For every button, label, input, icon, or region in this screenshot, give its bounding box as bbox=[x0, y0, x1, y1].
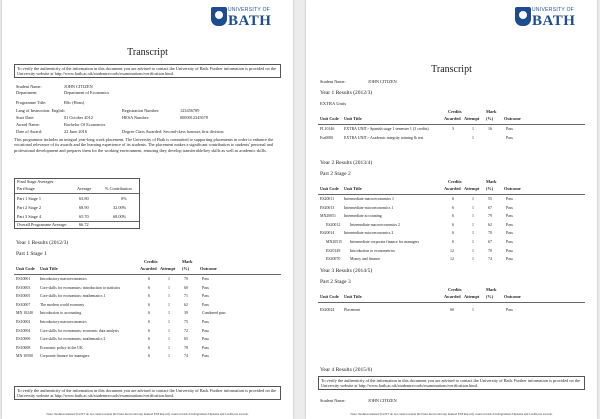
outcome: Pass bbox=[506, 248, 513, 253]
outcome: Pass bbox=[506, 222, 513, 227]
mark: 16 bbox=[488, 127, 492, 131]
mark: 65 bbox=[184, 337, 188, 342]
mark: 70 bbox=[488, 231, 492, 236]
results-table-header bbox=[318, 287, 585, 301]
unit-code: ES10004 bbox=[16, 328, 31, 333]
award-name-label: Award Name: bbox=[16, 122, 40, 127]
hdr-awarded: Awarded bbox=[444, 294, 461, 299]
hdr-awarded: Awarded bbox=[444, 186, 461, 191]
stage-averages-table bbox=[14, 178, 140, 229]
page-footer-note: Note: modules marked SCOTT do not count towards the Final Award and any marked EXTRA only count towards Undergraduate Diploma and Certificate awards. bbox=[46, 412, 249, 416]
table-row bbox=[318, 204, 585, 213]
unit-title: EXTRA UNIT:- Spanish stage 1 semester 1 (3 credits) bbox=[344, 127, 429, 131]
programme: BSc (Hons) bbox=[64, 100, 85, 105]
part-heading: Part 2 Stage 2 bbox=[320, 171, 351, 177]
credits: 6 bbox=[148, 337, 150, 342]
stage-average: 63.80 bbox=[79, 195, 89, 201]
transcript-page-2 bbox=[306, 0, 597, 419]
hdr-pct: (%) bbox=[486, 294, 494, 299]
unit-code: MN20051 bbox=[320, 214, 336, 219]
table-row bbox=[14, 344, 281, 353]
attempt: 1 bbox=[472, 231, 474, 236]
outcome: Pass bbox=[202, 302, 209, 307]
hdr-credits: Credits bbox=[448, 287, 462, 292]
table-row bbox=[318, 238, 585, 247]
attempt: 1 bbox=[472, 205, 474, 210]
mark: 79 bbox=[488, 214, 492, 219]
unit-title: Intermediate macroeconomics 1 bbox=[344, 197, 394, 201]
stage-part: Part 2 Stage 2 bbox=[17, 204, 41, 210]
table-row bbox=[14, 301, 281, 310]
unit-title: Intermediate corporate finance for managers bbox=[350, 239, 420, 244]
student-name-label: Student Name: bbox=[320, 398, 346, 403]
crest-icon bbox=[515, 7, 531, 26]
hdr-unit-title: Unit Title bbox=[344, 186, 362, 191]
unit-title: Intermediate microeconomics 1 bbox=[344, 205, 394, 210]
extra-units-heading: EXTRA Units bbox=[320, 101, 347, 106]
unit-title: Core skills for economists: mathematics 2 bbox=[40, 337, 106, 342]
table-row bbox=[318, 134, 585, 143]
date-of-award: 22 June 2016 bbox=[64, 129, 87, 134]
verification-notice: To verify the authenticity of the information in this document you are advised to contact the University of Bath. Further information is provided on the University website at http://www.bath.ac.uk/studentrecords/examinations/verification.html. bbox=[14, 64, 281, 78]
attempt: 1 bbox=[472, 197, 474, 201]
transcript-page-1 bbox=[2, 0, 293, 419]
credits: 6 bbox=[148, 277, 150, 281]
hdr-outcome: Outcome bbox=[504, 116, 521, 121]
programme-description: This programme includes an integral year-long work placement. The University of Bath is committed to supporting placements in order to enhance the vocational relevance of its awards and the learning experience of its students. The placement makes a significant contribution to students' personal and professional development and prepares them for the working environment, ensuring they develop transferable/key skills as well as academic skills. bbox=[14, 137, 274, 153]
attempt: 1 bbox=[168, 354, 170, 359]
hdr-attempt: Attempt bbox=[464, 186, 480, 191]
hdr-credits: Credits bbox=[448, 109, 462, 114]
outcome: Pass bbox=[506, 135, 513, 140]
hdr-outcome: Outcome bbox=[504, 294, 521, 299]
table-row bbox=[14, 352, 281, 361]
credits: 3 bbox=[452, 127, 454, 131]
programme-label: Programme Title: bbox=[16, 100, 47, 105]
unit-code: MN 10500 bbox=[16, 354, 33, 359]
attempt: 1 bbox=[472, 257, 474, 262]
unit-code: Ess0000 bbox=[320, 135, 334, 140]
credits: 6 bbox=[452, 231, 454, 236]
attempt: 1 bbox=[472, 135, 474, 140]
hdr-outcome: Outcome bbox=[504, 186, 521, 191]
overall-average: 66.72 bbox=[79, 221, 89, 227]
table-row bbox=[318, 195, 585, 204]
year-heading: Year 3 Results (2014/5) bbox=[320, 268, 373, 274]
outcome: Pass bbox=[506, 197, 513, 201]
logo-line-1: UNIVERSITY OF bbox=[532, 7, 575, 13]
hdr-unit-title: Unit Title bbox=[40, 266, 58, 271]
attempt: 1 bbox=[472, 239, 474, 244]
unit-code: ES10008 bbox=[16, 345, 31, 350]
results-table bbox=[14, 275, 281, 361]
credits: 6 bbox=[452, 239, 454, 244]
mark: 67 bbox=[488, 239, 492, 244]
attempt: 1 bbox=[168, 311, 170, 316]
outcome: Pass bbox=[202, 294, 209, 299]
table-row bbox=[14, 318, 281, 327]
credits: 12 bbox=[450, 257, 454, 262]
mark: 67 bbox=[488, 205, 492, 210]
col-average: Average bbox=[77, 185, 92, 191]
hdr-pct: (%) bbox=[486, 186, 494, 191]
attempt: 1 bbox=[168, 302, 170, 307]
year-heading: Year 2 Results (2013/4) bbox=[320, 160, 373, 166]
credits: 6 bbox=[148, 311, 150, 316]
unit-code: ES20011 bbox=[320, 197, 335, 201]
start-date-label: Start Date: bbox=[16, 115, 35, 120]
table-row bbox=[14, 292, 281, 301]
table-row bbox=[14, 327, 281, 336]
start-date: 01 October 2012 bbox=[64, 115, 93, 120]
hdr-pct: (%) bbox=[486, 116, 494, 121]
unit-title: The modern world economy bbox=[40, 302, 85, 307]
mark: 62 bbox=[488, 222, 492, 227]
hdr-unit-code: Unit Code bbox=[320, 116, 339, 121]
mark: 60 bbox=[184, 285, 188, 290]
mark: 70 bbox=[488, 248, 492, 253]
verification-notice-bottom: To verify the authenticity of the information in this document you are advised to contact the University of Bath. Further information is provided on the University website at http://www.bath.ac.uk/studentrecords/examinations/verification.html. bbox=[318, 376, 585, 390]
unit-code: ES10006 bbox=[16, 337, 31, 342]
mark: 55 bbox=[488, 197, 492, 201]
table-row bbox=[14, 284, 281, 293]
student-name: JOHN CITIZEN bbox=[64, 84, 93, 89]
outcome: Pass bbox=[506, 231, 513, 236]
table-row bbox=[318, 212, 585, 221]
outcome: Condoned pass bbox=[202, 311, 226, 316]
page-footer-note: Note: modules marked SCOTT do not count towards the Final Award and any marked EXTRA only count towards Undergraduate Diploma and Certificate awards. bbox=[350, 412, 553, 416]
stage-part: Part 1 Stage 1 bbox=[17, 195, 41, 201]
extra-units-table bbox=[318, 125, 585, 142]
unit-title: Core skills for economists: economic data analysis bbox=[40, 328, 119, 333]
attempt: 1 bbox=[472, 308, 474, 312]
table-row bbox=[318, 221, 585, 230]
logo-line-1: UNIVERSITY OF bbox=[228, 7, 271, 13]
hdr-outcome: Outcome bbox=[200, 266, 217, 271]
registration-label: Registration Number: bbox=[122, 108, 160, 113]
university-logo bbox=[211, 4, 283, 34]
crest-icon bbox=[211, 7, 227, 26]
table-row bbox=[318, 306, 585, 315]
outcome: Pass bbox=[202, 354, 209, 359]
hdr-unit-title: Unit Title bbox=[344, 294, 362, 299]
mark: 75 bbox=[184, 319, 188, 324]
unit-code: ES20149 bbox=[326, 248, 341, 253]
unit-title: Economic policy in the UK bbox=[40, 345, 83, 350]
outcome: Pass bbox=[506, 214, 513, 219]
credits: 6 bbox=[148, 345, 150, 350]
hdr-credits: Credits bbox=[448, 179, 462, 184]
stage-averages-heading: Final Stage Averages: bbox=[17, 179, 55, 184]
outcome: Pass bbox=[202, 337, 209, 342]
part-heading: Part 1 Stage 1 bbox=[16, 251, 47, 257]
mark: 71 bbox=[184, 294, 188, 299]
unit-code: ES10002 bbox=[16, 319, 31, 324]
hdr-unit-code: Unit Code bbox=[320, 294, 339, 299]
table-row bbox=[318, 125, 585, 134]
unit-code: ES20024 bbox=[320, 308, 335, 312]
hdr-mark: Mark bbox=[486, 287, 497, 292]
mark: 70 bbox=[184, 277, 188, 281]
university-logo bbox=[515, 4, 587, 34]
mark: 39 bbox=[184, 311, 188, 316]
attempt: 1 bbox=[168, 345, 170, 350]
mark: 78 bbox=[184, 345, 188, 350]
hdr-unit-code: Unit Code bbox=[320, 186, 339, 191]
attempt: 1 bbox=[168, 337, 170, 342]
table-row bbox=[14, 335, 281, 344]
hdr-attempt: Attempt bbox=[464, 116, 480, 121]
hdr-unit-title: Unit Title bbox=[344, 116, 362, 121]
unit-code: ES10003 bbox=[16, 285, 31, 290]
attempt: 1 bbox=[168, 285, 170, 290]
unit-title: Intermediate accounting bbox=[344, 214, 382, 219]
table-row bbox=[14, 275, 281, 284]
outcome: Pass bbox=[506, 205, 513, 210]
mark: 74 bbox=[488, 257, 492, 262]
department-label: Department: bbox=[16, 90, 38, 95]
part3-results-table bbox=[318, 306, 585, 315]
unit-code: MN 10240 bbox=[16, 311, 33, 316]
unit-code: ES10007 bbox=[16, 302, 31, 307]
credits: 12 bbox=[450, 248, 454, 253]
col-contribution: % Contribution bbox=[105, 185, 132, 191]
table-row bbox=[318, 255, 585, 264]
table-row bbox=[318, 247, 585, 256]
header-divider bbox=[318, 302, 585, 303]
stage-contribution: 32.00% bbox=[113, 204, 127, 210]
stage-contribution: 0% bbox=[121, 195, 127, 201]
verification-notice-bottom: To verify the authenticity of the information in this document you are advised to contact the University of Bath. Further information is provided on the University website at http://www.bath.ac.uk/studentrecords/examinations/verification.html. bbox=[14, 386, 281, 400]
credits: 6 bbox=[148, 319, 150, 324]
outcome: Pass bbox=[202, 328, 209, 333]
year-heading: Year 1 Results (2012/3) bbox=[16, 240, 69, 246]
mark: 62 bbox=[184, 302, 188, 307]
outcome: Pass bbox=[506, 239, 513, 244]
outcome: Pass bbox=[202, 345, 209, 350]
award-name: Bachelor Of Economics bbox=[64, 122, 106, 127]
credits: 6 bbox=[148, 354, 150, 359]
outcome: Pass bbox=[202, 285, 209, 290]
attempt: 1 bbox=[472, 222, 474, 227]
year-heading: Year 4 Results (2015/6) bbox=[320, 367, 373, 373]
unit-code: ES20070 bbox=[326, 257, 341, 262]
hdr-unit-code: Unit Code bbox=[16, 266, 35, 271]
hdr-mark: Mark bbox=[486, 109, 497, 114]
page-title: Transcript bbox=[127, 47, 168, 58]
unit-code: ES20012 bbox=[326, 222, 341, 227]
page-title: Transcript bbox=[431, 64, 472, 75]
language-of-instruction: Lang of Instruction: English bbox=[16, 108, 65, 113]
student-name: JOHN CITIZEN bbox=[368, 398, 397, 403]
unit-title: Introduction to econometrics bbox=[350, 248, 395, 253]
overall-average-label: Overall Programme Average: bbox=[17, 221, 68, 227]
part2-results-table bbox=[318, 195, 585, 264]
outcome: Pass bbox=[506, 308, 513, 312]
unit-title: EXTRA UNIT:- Academic integrity training & test bbox=[344, 135, 424, 140]
hdr-awarded: Awarded bbox=[444, 116, 461, 121]
unit-code: FL10146 bbox=[320, 127, 335, 131]
date-of-award-label: Date of Award: bbox=[16, 129, 43, 134]
logo-line-2: BATH bbox=[532, 13, 576, 29]
logo-line-2: BATH bbox=[228, 13, 272, 29]
part-heading: Part 2 Stage 3 bbox=[320, 279, 351, 285]
outcome: Pass bbox=[202, 319, 209, 324]
unit-title: Corporate finance for managers bbox=[40, 354, 90, 359]
attempt: 1 bbox=[168, 319, 170, 324]
hesa-number: 0000012345678 bbox=[180, 115, 208, 120]
mark: 72 bbox=[184, 328, 188, 333]
table-row bbox=[318, 229, 585, 238]
attempt: 1 bbox=[168, 328, 170, 333]
results-table-header bbox=[318, 179, 585, 193]
unit-title: Introductory macroeconomics bbox=[40, 319, 87, 324]
mark: 74 bbox=[184, 354, 188, 359]
credits: 6 bbox=[148, 328, 150, 333]
attempt: 1 bbox=[168, 294, 170, 299]
outcome: Pass bbox=[506, 257, 513, 262]
hdr-pct: (%) bbox=[182, 266, 190, 271]
registration-number: 123456789 bbox=[180, 108, 200, 113]
hdr-awarded: Awarded bbox=[140, 266, 157, 271]
department: Department of Economics bbox=[64, 90, 110, 95]
stage-average: 65.70 bbox=[79, 213, 89, 219]
credits: 6 bbox=[452, 205, 454, 210]
hdr-attempt: Attempt bbox=[160, 266, 176, 271]
hesa-label: HESA Number: bbox=[122, 115, 150, 120]
hdr-mark: Mark bbox=[182, 259, 193, 264]
hdr-attempt: Attempt bbox=[464, 294, 480, 299]
unit-code: ES10001 bbox=[16, 277, 31, 281]
unit-title: Money and finance bbox=[350, 257, 381, 262]
credits: 6 bbox=[452, 214, 454, 219]
results-table-header bbox=[14, 259, 281, 273]
attempt: 1 bbox=[472, 127, 474, 131]
credits: 6 bbox=[148, 285, 150, 290]
student-name-label: Student Name: bbox=[16, 84, 42, 89]
credits: 6 bbox=[148, 302, 150, 307]
stage-part: Part 3 Stage 4 bbox=[17, 213, 41, 219]
attempt: 1 bbox=[472, 214, 474, 219]
table-row bbox=[14, 309, 281, 318]
student-name-label: Student Name: bbox=[320, 79, 346, 84]
credits: 6 bbox=[452, 197, 454, 201]
unit-code: ES10005 bbox=[16, 294, 31, 299]
outcome: Pass bbox=[202, 277, 209, 281]
hdr-mark: Mark bbox=[486, 179, 497, 184]
unit-code: MN20515 bbox=[326, 239, 342, 244]
attempt: 1 bbox=[472, 248, 474, 253]
unit-code: ES20014 bbox=[320, 231, 335, 236]
stage-contribution: 68.00% bbox=[113, 213, 127, 219]
credits: 6 bbox=[452, 222, 454, 227]
credits: 6 bbox=[148, 294, 150, 299]
hdr-credits: Credits bbox=[144, 259, 158, 264]
unit-title: Introduction to accounting bbox=[40, 311, 82, 316]
stage-average: 68.90 bbox=[79, 204, 89, 210]
year-heading: Year 1 Results (2012/3) bbox=[320, 90, 373, 96]
unit-title: Core skills for economists: introduction to statistics bbox=[40, 285, 121, 290]
unit-title: Intermediate microeconomics 2 bbox=[344, 231, 394, 236]
unit-title: Placement bbox=[344, 308, 361, 312]
unit-code: ES20013 bbox=[320, 205, 335, 210]
unit-title: Introductory macroeconomics bbox=[40, 277, 87, 281]
degree-class: Degree Class Awarded: Second-class honours first division bbox=[122, 129, 224, 134]
attempt: 1 bbox=[168, 277, 170, 281]
col-part-stage: Part/Stage bbox=[17, 185, 35, 191]
unit-title: Core skills for economists: mathematics 1 bbox=[40, 294, 106, 299]
unit-title: Intermediate macroeconomics 2 bbox=[350, 222, 400, 227]
student-name: JOHN CITIZEN bbox=[368, 79, 397, 84]
results-table-header bbox=[318, 109, 585, 123]
credits: 60 bbox=[450, 308, 454, 312]
outcome: Pass bbox=[506, 127, 513, 131]
